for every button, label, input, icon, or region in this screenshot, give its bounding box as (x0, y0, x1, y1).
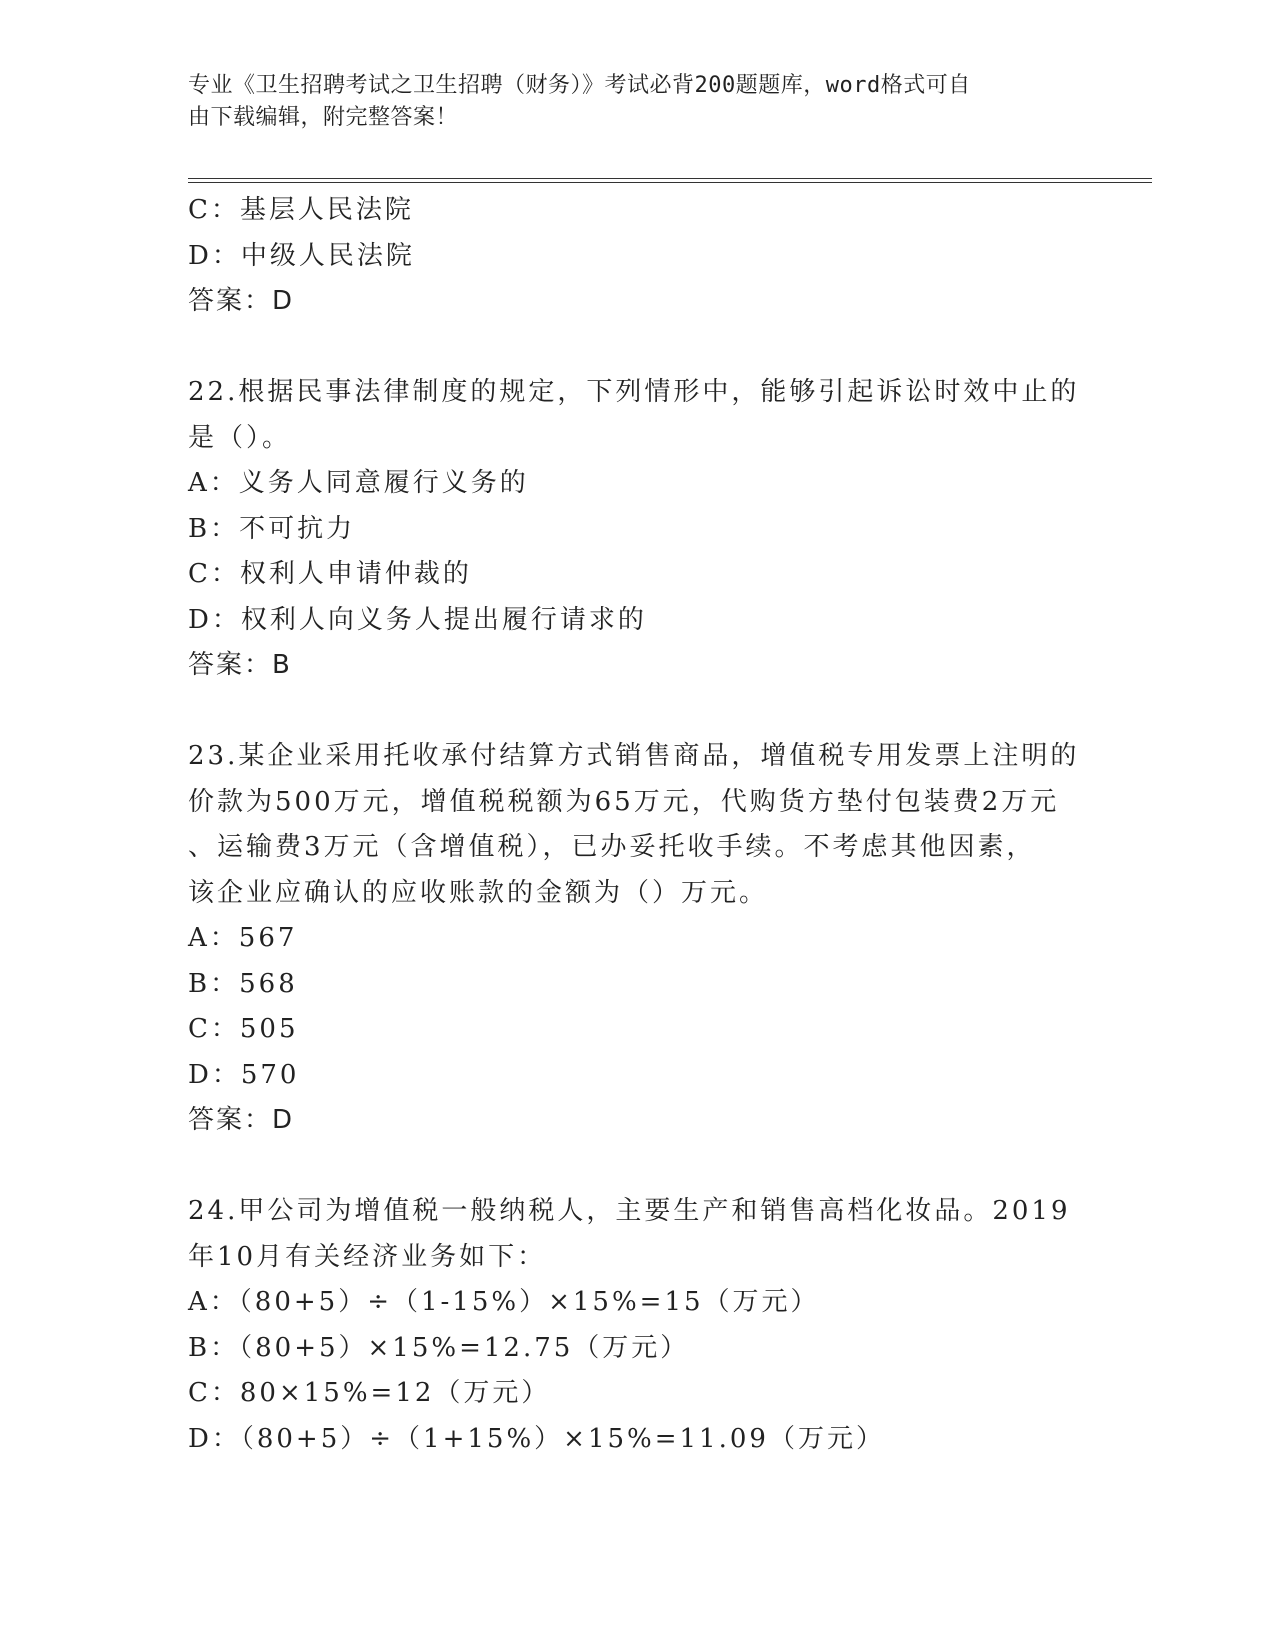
option-a: A：567 (188, 923, 298, 953)
option-c: C：权利人申请仲裁的 (188, 559, 472, 589)
question-stem: 、运输费3万元（含增值税），已办妥托收手续。不考虑其他因素， (188, 832, 1036, 862)
option-d: D：权利人向义务人提出履行请求的 (188, 604, 647, 635)
option-b: B：不可抗力 (188, 513, 356, 544)
option-d: D：（80+5）÷（1+15%）×15%=11.09（万元） (188, 1423, 885, 1454)
question-list (188, 188, 1080, 1462)
option-a: A：义务人同意履行义务的 (188, 468, 529, 498)
option-c: C：80×15%=12（万元） (188, 1378, 551, 1408)
question-stem: 该企业应确认的应收账款的金额为（）万元。 (188, 877, 769, 908)
option-d: D：中级人民法院 (188, 240, 415, 271)
option-d: D：570 (188, 1059, 300, 1090)
question-24 (188, 1189, 1071, 1462)
question-22 (188, 370, 1080, 689)
option-a: A：（80+5）÷（1-15%）×15%=15（万元） (188, 1287, 820, 1317)
question-stem: 年10月有关经济业务如下： (188, 1241, 547, 1272)
header-rule-bottom (188, 182, 1152, 183)
option-b: B：568 (188, 968, 298, 999)
answer: 答案：B (188, 650, 292, 680)
header-line-1: 专业《卫生招聘考试之卫生招聘（财务）》考试必背200题题库，word格式可自 (188, 73, 971, 98)
question-stem: 是（）。 (188, 422, 292, 453)
header-rule-top (188, 178, 1152, 179)
question-23 (188, 734, 1080, 1144)
option-c: C：505 (188, 1014, 299, 1044)
answer: 答案：D (188, 1105, 295, 1135)
answer: 答案：D (188, 286, 295, 316)
question-stem: 价款为500万元，增值税税额为65万元，代购货方垫付包装费2万元 (188, 786, 1060, 817)
question-stem: 23.某企业采用托收承付结算方式销售商品，增值税专用发票上注明的 (188, 741, 1080, 771)
document-header (188, 70, 1068, 134)
option-c: C：基层人民法院 (188, 195, 414, 225)
option-b: B：（80+5）×15%=12.75（万元） (188, 1332, 690, 1363)
question-21-tail (188, 188, 1068, 325)
header-line-2: 由下载编辑，附完整答案！ (188, 105, 459, 130)
question-stem: 24.甲公司为增值税一般纳税人，主要生产和销售高档化妆品。2019 (188, 1196, 1071, 1226)
question-stem: 22.根据民事法律制度的规定，下列情形中，能够引起诉讼时效中止的 (188, 377, 1080, 407)
